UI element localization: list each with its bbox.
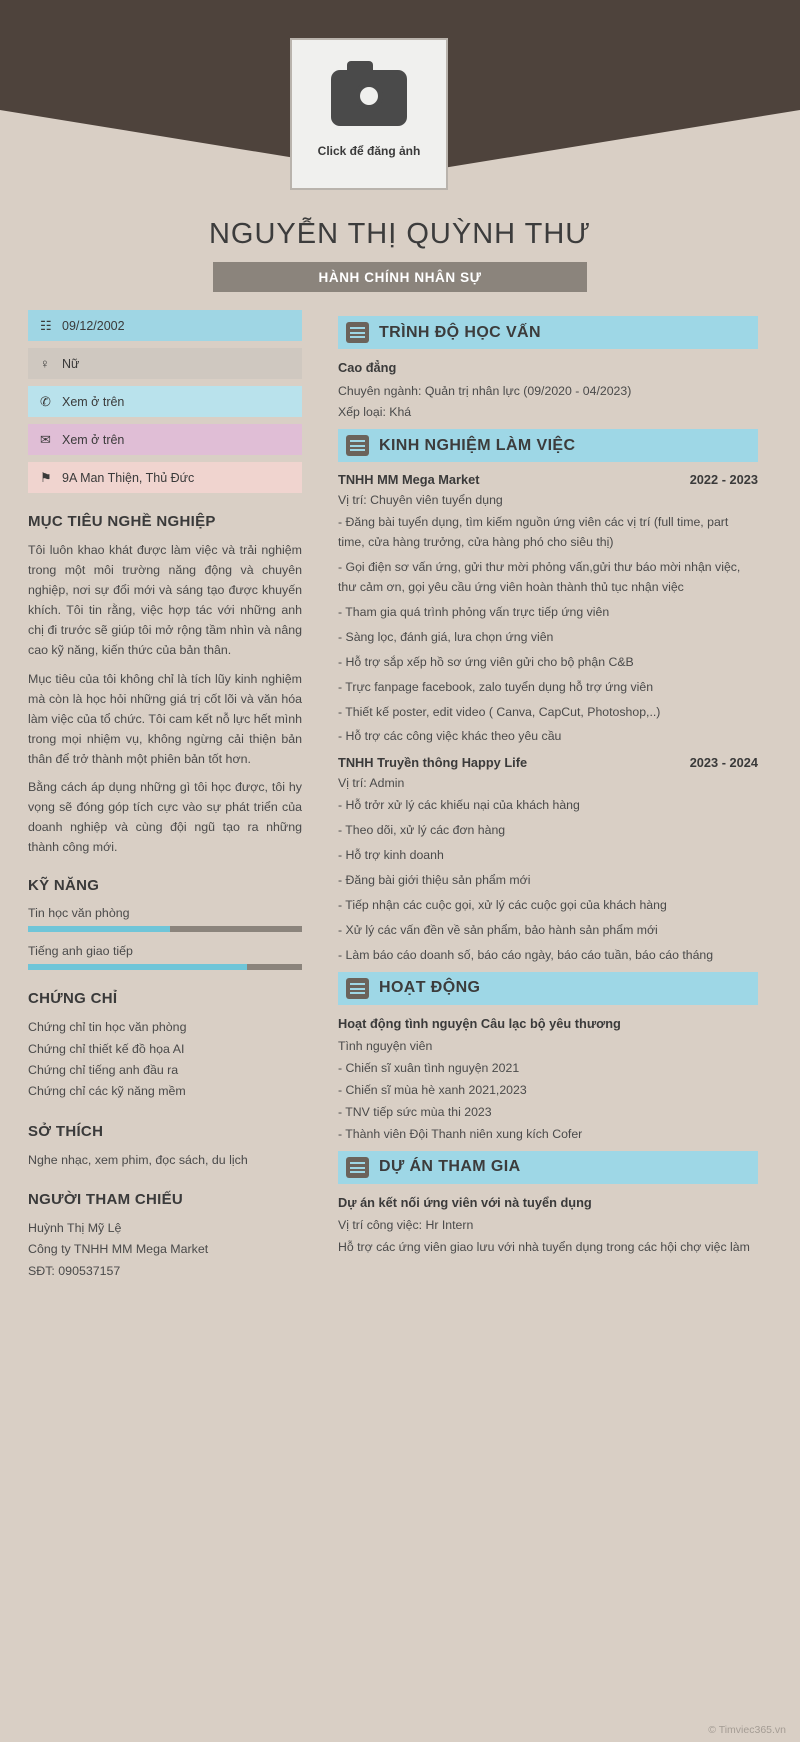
contact-value: 9A Man Thiện, Thủ Đức	[62, 470, 195, 485]
section-header-experience	[338, 429, 758, 462]
section-heading-activities: HOẠT ĐỘNG	[379, 979, 481, 997]
education-degree: Cao đẳng	[338, 360, 397, 375]
experience-position: Vị trí: Admin	[338, 776, 405, 791]
section-heading-hobbies: SỞ THÍCH	[28, 1122, 104, 1140]
experience-company-row	[338, 472, 758, 487]
project-position: Vị trí công việc: Hr Intern	[338, 1218, 474, 1233]
experience-bullet: - Đăng bài tuyển dụng, tìm kiếm nguồn ứng viên các vị trí (full time, part time, cửa hàng trưởng, cửa hàng phó cho siêu thị)	[338, 515, 729, 550]
experience-position: Vị trí: Chuyên viên tuyển dụng	[338, 493, 503, 508]
experience-bullet: - Gọi điện sơ vấn ứng, gửi thư mời phỏng vấn,gửi thư báo mời nhận việc, thư cảm ơn, gọi yêu cầu ứng viên hoàn thành thủ tục nhận việc	[338, 560, 741, 594]
right-column	[330, 300, 800, 1282]
location-pin-icon: ⚑	[40, 469, 52, 485]
activity-bullet: - Thành viên Đội Thanh niên xung kích Cofer	[338, 1126, 583, 1141]
objective-paragraph: Tôi luôn khao khát được làm việc và trải nghiệm trong một môi trường năng động và chuyên nghiệp, nơi sự đổi mới và sáng tạo được khuyến khích. Tôi tin rằng, việc hợp tác với những anh chị đi trước sẽ giúp tôi mở rộng tầm nhìn và nâng cao kỹ năng, kiến thức của bản thân.	[28, 543, 302, 658]
cv-header	[0, 0, 800, 300]
experience-bullet: - Đăng bài giới thiệu sản phẩm mới	[338, 872, 531, 887]
section-heading-projects: DỰ ÁN THAM GIA	[379, 1158, 521, 1176]
experience-company: TNHH Truyền thông Happy Life	[338, 755, 528, 771]
experience-bullet: - Hỗ trởr xử lý các khiếu nại của khách hàng	[338, 798, 580, 813]
experience-bullet: - Tham gia quá trình phỏng vấn trực tiếp ứng viên	[338, 604, 610, 619]
experience-bullet: - Hỗ trợ các công việc khác theo yêu cầu	[338, 729, 562, 744]
contact-item-gender	[28, 348, 302, 379]
reference-company: Công ty TNHH MM Mega Market	[28, 1242, 209, 1257]
activity-title: Hoạt động tình nguyện Câu lạc bộ yêu thương	[338, 1015, 621, 1031]
experience-bullet: - Hỗ trợ sắp xếp hồ sơ ứng viên gửi cho bộ phận C&B	[338, 654, 634, 669]
skill-bar	[28, 926, 302, 932]
footer-credit: © Timviec365.vn	[708, 1724, 786, 1736]
experience-period: 2022 - 2023	[689, 472, 758, 488]
skill-label: Tiếng anh giao tiếp	[28, 944, 133, 959]
certificate-item: Chứng chỉ tiếng anh đầu ra	[28, 1063, 179, 1078]
experience-company: TNHH MM Mega Market	[338, 472, 480, 488]
briefcase-icon	[346, 435, 369, 456]
education-grade: Xếp loại: Khá	[338, 405, 412, 420]
project-icon	[346, 1157, 369, 1178]
section-heading-objective: MỤC TIÊU NGHỀ NGHIỆP	[28, 513, 216, 530]
experience-period: 2023 - 2024	[689, 755, 758, 771]
section-heading-references: NGƯỜI THAM CHIẾU	[28, 1191, 184, 1209]
education-major: Chuyên ngành: Quản trị nhân lực (09/2020 - 04/2023)	[338, 383, 632, 398]
hobby-item: Nghe nhạc, xem phim, đọc sách, du lịch	[28, 1152, 248, 1167]
experience-bullet: - Theo dõi, xử lý các đơn hàng	[338, 823, 506, 838]
experience-bullet: - Thiết kế poster, edit video ( Canva, CapCut, Photoshop,..)	[338, 704, 661, 719]
contact-value: Nữ	[62, 356, 80, 371]
phone-icon: ✆	[40, 393, 51, 409]
contact-value: Xem ở trên	[62, 394, 125, 409]
experience-bullet: - Sàng lọc, đánh giá, lưa chọn ứng viên	[338, 629, 554, 644]
skill-label: Tin học văn phòng	[28, 906, 130, 921]
photo-upload-box[interactable]	[290, 38, 448, 190]
calendar-icon: ☷	[40, 317, 52, 333]
contact-item-address	[28, 462, 302, 493]
section-header-activities	[338, 972, 758, 1005]
objective-paragraph: Bằng cách áp dụng những gì tôi học được, tôi hy vọng sẽ đóng góp tích cực vào sự phát triển của doanh nghiệp và cùng đội ngũ tạo ra những thành công mới.	[28, 780, 302, 855]
reference-phone: SĐT: 090537157	[28, 1263, 121, 1278]
objective-paragraph: Mục tiêu của tôi không chỉ là tích lũy kinh nghiệm mà còn là học hỏi những giá trị cốt lõi và văn hóa làm việc của tổ chức. Tôi cam kết nỗ lực hết mình trong mọi nhiệm vụ, không ngừng cải thiện bản thân để trở thành một phiên bản tốt hơn.	[28, 671, 302, 766]
reference-name: Huỳnh Thị Mỹ Lệ	[28, 1221, 122, 1236]
activity-position: Tình nguyện viên	[338, 1039, 433, 1054]
skill-bar-fill	[28, 926, 170, 932]
contact-item-email	[28, 424, 302, 455]
activity-icon	[346, 978, 369, 999]
section-heading-certificates: CHỨNG CHỈ	[28, 990, 118, 1008]
skill-bar-fill	[28, 964, 247, 970]
activity-bullet: - TNV tiếp sức mùa thi 2023	[338, 1104, 492, 1119]
section-header-projects	[338, 1151, 758, 1184]
education-icon	[346, 322, 369, 343]
activity-bullet: - Chiến sĩ mùa hè xanh 2021,2023	[338, 1082, 527, 1097]
camera-icon	[331, 70, 407, 126]
experience-bullet: - Xử lý các vấn đền về sản phẩm, bảo hành sản phẩm mới	[338, 922, 658, 937]
section-heading-experience: KINH NGHIỆM LÀM VIỆC	[379, 436, 576, 454]
section-heading-skills: KỸ NĂNG	[28, 877, 100, 895]
contact-item-phone	[28, 386, 302, 417]
experience-bullet: - Hỗ trợ kinh doanh	[338, 848, 444, 863]
contact-item-birthdate	[28, 310, 302, 341]
skill-bar	[28, 964, 302, 970]
activity-bullet: - Chiến sĩ xuân tình nguyện 2021	[338, 1061, 520, 1076]
project-description: Hỗ trợ các ứng viên giao lưu với nhà tuyển dụng trong các hội chợ việc làm	[338, 1240, 750, 1255]
experience-company-row	[338, 755, 758, 770]
experience-bullet: - Trực fanpage facebook, zalo tuyển dụng hỗ trợ ứng viên	[338, 679, 654, 694]
experience-bullet: - Làm báo cáo doanh số, báo cáo ngày, báo cáo tuần, báo cáo tháng	[338, 947, 714, 962]
photo-upload-label: Click để đăng ảnh	[317, 144, 421, 158]
left-column	[0, 300, 330, 1282]
section-heading-education: TRÌNH ĐỘ HỌC VẤN	[379, 323, 541, 341]
section-header-education	[338, 316, 758, 349]
certificate-item: Chứng chỉ thiết kế đồ họa AI	[28, 1041, 185, 1056]
project-title: Dự án kết nối ứng viên với nà tuyển dụng	[338, 1194, 592, 1210]
page-title: NGUYỄN THỊ QUỲNH THƯ	[208, 218, 592, 250]
job-title-badge: HÀNH CHÍNH NHÂN SỰ	[213, 262, 587, 292]
gender-icon: ♀	[40, 356, 50, 371]
experience-bullet: - Tiếp nhận các cuộc gọi, xử lý các cuộc gọi của khách hàng	[338, 897, 667, 912]
email-icon: ✉	[40, 431, 51, 447]
certificate-item: Chứng chỉ tin học văn phòng	[28, 1020, 187, 1035]
certificate-item: Chứng chỉ các kỹ năng mềm	[28, 1084, 186, 1099]
cv-body	[0, 300, 800, 1282]
contact-value: Xem ở trên	[62, 432, 125, 447]
contact-value: 09/12/2002	[62, 318, 125, 333]
